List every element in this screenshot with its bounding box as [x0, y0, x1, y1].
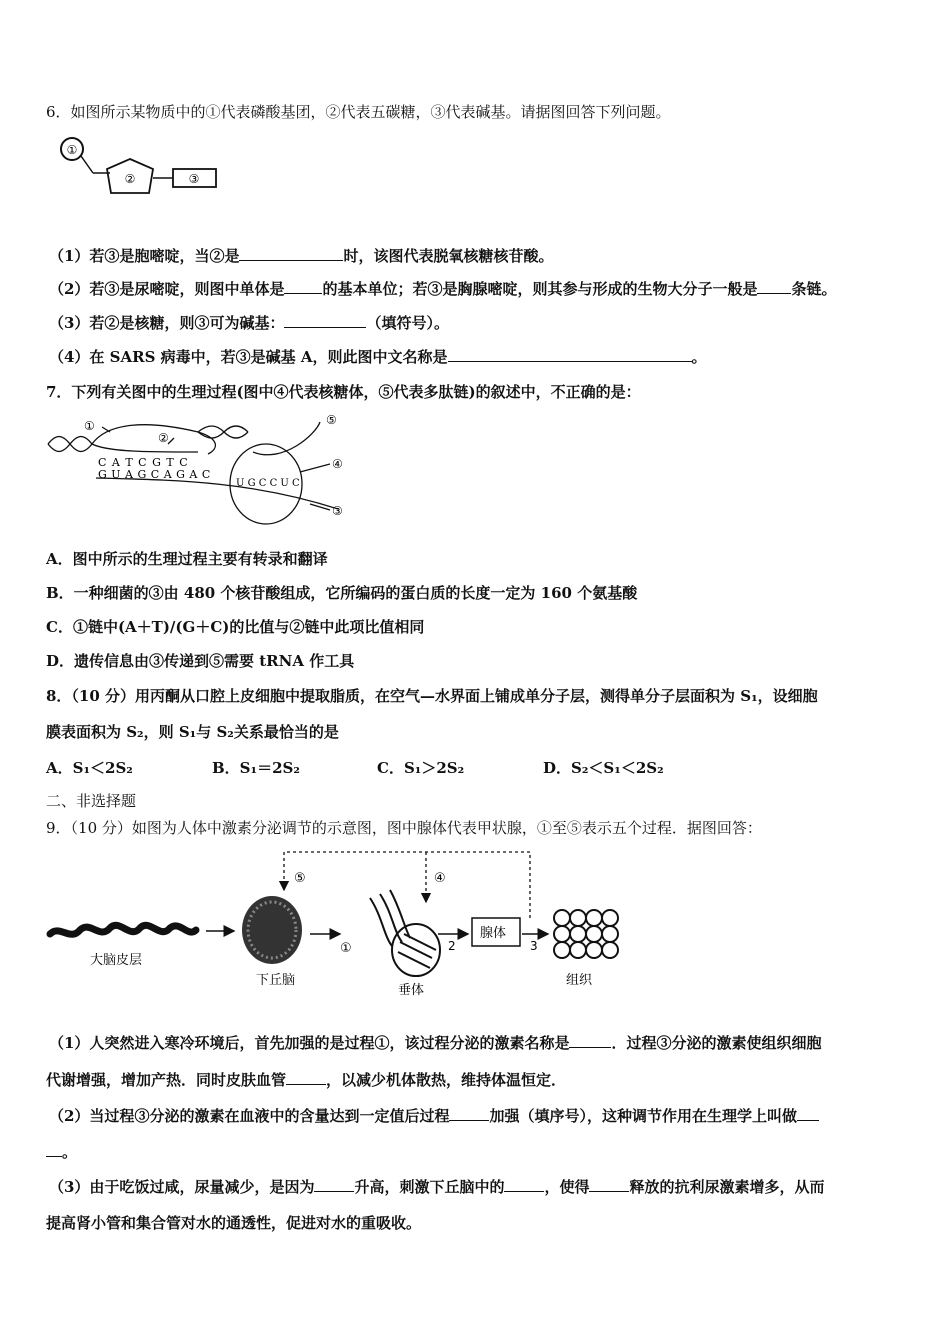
q7-option-a[interactable]: A．图中所示的生理过程主要有转录和翻译	[46, 550, 328, 568]
q8-option-b[interactable]: B．S₁＝2S₂	[212, 759, 300, 777]
blank[interactable]	[797, 1106, 819, 1121]
label-4: ④	[332, 457, 343, 471]
dna-lower-strand	[92, 444, 198, 452]
ribosome-sequence: U G C C U C	[236, 478, 300, 489]
leader-1	[102, 427, 110, 432]
template-sequence: C A T C G T C	[98, 456, 189, 469]
dna-left-helix-b	[48, 437, 92, 452]
pituitary-label: 垂体	[398, 983, 425, 998]
q9-part2-line1: （2）当过程③分泌的激素在血液中的含量达到一定值后过程 加强（填序号），这种调节作用在生理学上叫做	[49, 1106, 819, 1126]
blank[interactable]	[239, 246, 343, 261]
blank[interactable]	[757, 279, 791, 294]
q6-part3: （3）若②是核糖，则③可为碱基： （填符号）。	[49, 314, 449, 332]
blank[interactable]	[448, 347, 692, 362]
tissue-shape	[554, 910, 618, 958]
hypothalamus-shape	[242, 896, 302, 964]
q6-part4: （4）在 SARS 病毒中，若③是碱基 A，则此图中文名称是 。	[49, 348, 707, 366]
q9-part3-line1: （3）由于吃饭过咸，尿量减少，是因为 升高，刺激下丘脑中的 ，使得 释放的抗利尿激素增多，从而	[49, 1178, 825, 1196]
q7-option-c[interactable]: C．①链中(A＋T)/(G＋C)的比值与②链中此项比值相同	[46, 618, 425, 636]
q9-part1-line1: （1）人突然进入寒冷环境后，首先加强的是过程①，该过程分泌的激素名称是 ．过程③分泌的激素使组织细胞	[49, 1034, 822, 1052]
leader-3	[310, 504, 330, 510]
q9-part2-line2: 。	[46, 1142, 77, 1162]
q8-option-c[interactable]: C．S₁＞2S₂	[377, 759, 465, 777]
blank[interactable]	[504, 1177, 544, 1192]
leader-2	[168, 438, 174, 444]
bond-line-1	[81, 156, 93, 173]
q9-part3-line2: 提高肾小管和集合管对水的通透性，促进对水的重吸收。	[46, 1214, 422, 1232]
q7-transcription-translation-diagram	[48, 414, 358, 526]
blank[interactable]	[286, 1070, 326, 1085]
cortex-label: 大脑皮层	[90, 953, 143, 968]
mrna-sequence: G U A G C A G A C	[98, 468, 211, 481]
q9-stem: 9．（10 分）如图为人体中激素分泌调节的示意图，图中腺体代表甲状腺，①至⑤表示五个过程．据图回答：	[46, 819, 762, 837]
q6-part2: （2）若③是尿嘧啶，则图中单体是 的基本单位；若③是胸腺嘧啶，则其参与形成的生物大分子一般是 条链。	[49, 280, 837, 298]
blank[interactable]	[284, 313, 366, 328]
q7-option-d[interactable]: D．遗传信息由③传递到⑤需要 tRNA 作工具	[46, 652, 355, 670]
phosphate-label: ①	[66, 143, 78, 157]
q9-part1-line2: 代谢增强，增加产热．同时皮肤血管 ，以减少机体散热，维持体温恒定．	[46, 1071, 567, 1089]
polypeptide-chain	[253, 422, 320, 455]
label-5: ⑤	[326, 413, 337, 427]
q8-line2: 膜表面积为 S₂，则 S₁与 S₂关系最恰当的是	[46, 723, 339, 741]
process-4-label: ④	[434, 871, 446, 886]
q7-stem: 7．下列有关图中的生理过程(图中④代表核糖体，⑤代表多肽链)的叙述中，不正确的是：	[46, 383, 641, 401]
base-label: ③	[188, 172, 200, 186]
leader-4	[300, 464, 330, 472]
label-3: ③	[332, 504, 343, 518]
process-2-label: 2	[448, 939, 456, 953]
label-2: ②	[158, 431, 169, 445]
q8-option-a[interactable]: A．S₁＜2S₂	[46, 759, 133, 777]
blank[interactable]	[284, 279, 322, 294]
tissue-label: 组织	[566, 973, 593, 988]
pituitary-stalk	[370, 890, 410, 946]
blank[interactable]	[46, 1142, 62, 1157]
blank[interactable]	[314, 1177, 354, 1192]
blank[interactable]	[449, 1106, 489, 1121]
gland-label: 腺体	[480, 926, 507, 941]
q6-stem: 6．如图所示某物质中的①代表磷酸基团，②代表五碳糖，③代表碱基。请据图回答下列问题。	[46, 103, 671, 121]
hypothalamus-label: 下丘脑	[256, 973, 296, 988]
blank[interactable]	[589, 1177, 629, 1192]
process-5-label: ⑤	[294, 871, 306, 886]
process-3-label: 3	[530, 939, 538, 953]
q6-part1: （1）若③是胞嘧啶，当②是 时，该图代表脱氧核糖核苷酸。	[49, 247, 554, 265]
dna-open-strand	[92, 425, 215, 454]
blank[interactable]	[569, 1033, 611, 1048]
cortex-shape	[50, 925, 196, 934]
q6-nucleotide-diagram	[55, 135, 225, 205]
q8-line1: 8．（10 分）用丙酮从口腔上皮细胞中提取脂质，在空气—水界面上铺成单分子层，测得单分子层面积为 S₁，设细胞	[46, 687, 818, 705]
q8-option-d[interactable]: D．S₂＜S₁＜2S₂	[543, 759, 664, 777]
q7-option-b[interactable]: B．一种细菌的③由 480 个核苷酸组成，它所编码的蛋白质的长度一定为 160 个氨基酸	[46, 584, 638, 602]
feedback-process-5	[284, 852, 530, 918]
pentose-label: ②	[124, 172, 136, 186]
process-1-label: ①	[340, 941, 352, 956]
label-1: ①	[84, 419, 95, 433]
section-title: 二、非选择题	[46, 792, 137, 810]
q9-hormone-regulation-diagram	[48, 846, 638, 996]
